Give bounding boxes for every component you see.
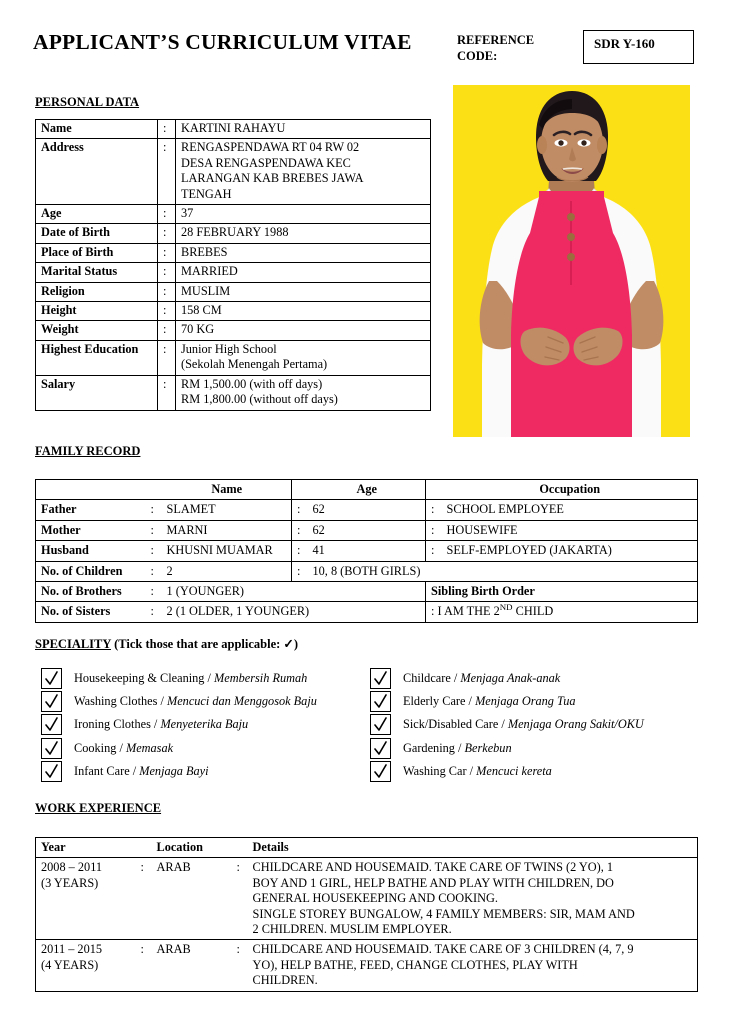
personal-value-line: MUSLIM [181, 283, 231, 298]
table-row [36, 582, 698, 602]
family-col-occupation: Occupation [442, 480, 698, 500]
speciality-label [74, 764, 209, 779]
personal-value [176, 243, 431, 262]
work-col-location: Location [152, 838, 232, 858]
personal-colon: : [158, 243, 176, 262]
speciality-label-ms: Menjaga Orang Tua [475, 694, 576, 709]
table-row [36, 940, 698, 991]
page-title: APPLICANT’S CURRICULUM VITAE [33, 30, 412, 54]
family-colon: : [426, 541, 442, 561]
work-year-line1: 2008 – 2011 [41, 860, 103, 875]
personal-value [176, 120, 431, 139]
check-icon [373, 693, 388, 710]
speciality-label-sep: / [129, 763, 140, 778]
speciality-column-left [41, 667, 317, 783]
family-age: 41 [308, 541, 426, 561]
work-year [36, 940, 136, 991]
speciality-label-ms: Menjaga Orang Sakit/OKU [507, 717, 644, 732]
speciality-label [403, 671, 560, 686]
personal-label: Height [36, 302, 158, 321]
family-col-age: Age [308, 480, 426, 500]
personal-colon: : [158, 205, 176, 224]
children-ages: 10, 8 (BOTH GIRLS) [308, 561, 698, 581]
work-details-line: 2 CHILDREN. MUSLIM EMPLOYER. [252, 922, 452, 937]
work-col-spacer [232, 838, 248, 858]
table-row [36, 602, 698, 622]
work-col-year: Year [36, 838, 136, 858]
checkbox-ironing-clothes[interactable] [41, 714, 62, 735]
check-icon [44, 693, 59, 710]
family-colon: : [292, 500, 308, 520]
birth-order-value [426, 602, 698, 622]
family-name: SLAMET [162, 500, 292, 520]
personal-label: Weight [36, 321, 158, 340]
personal-colon: : [158, 224, 176, 243]
birth-order-label: Sibling Birth Order [426, 582, 698, 602]
family-colon: : [146, 520, 162, 540]
table-row [36, 120, 431, 139]
table-row [36, 858, 698, 940]
speciality-label [403, 717, 644, 732]
personal-value-line: RM 1,500.00 (with off days) [181, 376, 323, 391]
personal-colon: : [158, 375, 176, 410]
reference-code-label [457, 32, 567, 64]
personal-label: Age [36, 205, 158, 224]
table-row [36, 263, 431, 282]
personal-value-line: RENGASPENDAWA RT 04 RW 02 [181, 140, 360, 155]
personal-colon: : [158, 321, 176, 340]
work-details-line: SINGLE STOREY BUNGALOW, 4 FAMILY MEMBERS: SIR, MAM AND [252, 906, 635, 921]
personal-value-line: TENGAH [181, 186, 232, 201]
table-row [36, 302, 431, 321]
birth-order-sup: ND [499, 602, 513, 613]
table-row [36, 340, 431, 375]
speciality-heading-underlined: SPECIALITY [35, 637, 111, 651]
personal-data-heading: PERSONAL DATA [35, 95, 140, 109]
personal-value-line: 28 FEBRUARY 1988 [181, 225, 289, 240]
speciality-checklist [35, 667, 698, 782]
speciality-label [74, 694, 317, 709]
speciality-label-sep: / [116, 740, 126, 755]
personal-label: Highest Education [36, 340, 158, 375]
work-details-line: YO), HELP BATHE, FEED, CHANGE CLOTHES, PLAY WITH [252, 957, 578, 972]
work-details-line: CHILDCARE AND HOUSEMAID. TAKE CARE OF TWINS (2 YO), 1 [252, 860, 614, 875]
table-row [36, 282, 431, 301]
work-year [36, 858, 136, 940]
family-relation: Mother [36, 520, 146, 540]
check-icon [44, 716, 59, 733]
check-icon [373, 670, 388, 687]
personal-value-line: RM 1,800.00 (without off days) [181, 392, 338, 407]
speciality-label-ms: Mencuci dan Menggosok Baju [166, 694, 317, 709]
personal-value-line: Junior High School [181, 341, 277, 356]
checkbox-housekeeping-cleaning[interactable] [41, 668, 62, 689]
work-colon: : [136, 858, 152, 940]
personal-colon: : [158, 263, 176, 282]
table-row [36, 500, 698, 520]
reference-code-box [583, 30, 694, 64]
check-icon [373, 716, 388, 733]
personal-value-line: MARRIED [181, 264, 238, 279]
personal-value-line: KARTINI RAHAYU [181, 121, 286, 135]
speciality-label-en: Ironing Clothes [74, 717, 151, 732]
family-name: MARNI [162, 520, 292, 540]
sisters-value: 2 (1 OLDER, 1 YOUNGER) [162, 602, 426, 622]
table-row [36, 205, 431, 224]
work-year-line1: 2011 – 2015 [41, 942, 103, 957]
speciality-label-ms: Menjaga Bayi [139, 763, 209, 778]
personal-value [176, 302, 431, 321]
personal-value [176, 139, 431, 205]
speciality-label-en: Elderly Care [403, 694, 466, 709]
personal-value [176, 224, 431, 243]
table-row [36, 375, 431, 410]
sisters-label: No. of Sisters [36, 602, 146, 622]
family-col-spacer [146, 480, 162, 500]
checkbox-childcare[interactable] [370, 668, 391, 689]
speciality-label-ms: Berkebun [464, 740, 512, 755]
personal-value-line: 158 CM [181, 303, 222, 318]
work-year-line2: (4 YEARS) [41, 957, 99, 972]
work-colon: : [232, 858, 248, 940]
personal-colon: : [158, 340, 176, 375]
work-details-line: GENERAL HOUSEKEEPING AND COOKING. [252, 891, 498, 906]
personal-value [176, 340, 431, 375]
children-label: No. of Children [36, 561, 146, 581]
table-row [36, 139, 431, 205]
speciality-label-en: Washing Car [403, 763, 467, 778]
personal-colon: : [158, 139, 176, 205]
check-icon [373, 740, 388, 757]
personal-value-line: BREBES [181, 244, 228, 259]
list-item[interactable] [370, 737, 644, 760]
personal-label: Marital Status [36, 263, 158, 282]
brothers-colon: : [146, 582, 162, 602]
speciality-label-sep: / [150, 717, 161, 732]
personal-colon: : [158, 302, 176, 321]
personal-value [176, 282, 431, 301]
family-col-spacer [426, 480, 442, 500]
personal-value-line: LARANGAN KAB BREBES JAWA [181, 171, 364, 186]
family-age: 62 [308, 520, 426, 540]
list-item[interactable] [370, 690, 644, 713]
children-colon: : [146, 561, 162, 581]
brothers-value: 1 (YOUNGER) [162, 582, 426, 602]
speciality-label-sep: / [450, 671, 461, 686]
reference-code-value: SDR Y-160 [594, 36, 655, 51]
reference-code-label-line1: REFERENCE [457, 33, 535, 47]
work-details [248, 858, 698, 940]
work-col-spacer [136, 838, 152, 858]
list-item[interactable] [370, 760, 644, 783]
speciality-label-sep: / [454, 740, 465, 755]
reference-code-label-line2: CODE: [457, 49, 498, 63]
work-col-details: Details [248, 838, 698, 858]
table-row [36, 520, 698, 540]
family-colon: : [426, 520, 442, 540]
family-occupation: SELF-EMPLOYED (JAKARTA) [442, 541, 698, 561]
personal-colon: : [158, 120, 176, 139]
checkbox-infant-care[interactable] [41, 761, 62, 782]
work-location: ARAB [152, 940, 232, 991]
personal-value [176, 205, 431, 224]
checkbox-cooking[interactable] [41, 738, 62, 759]
birth-order-pre: : I AM THE 2 [431, 604, 500, 619]
speciality-label [403, 741, 512, 756]
personal-value-line: DESA RENGASPENDAWA KEC [181, 155, 351, 170]
family-col-blank [36, 480, 146, 500]
personal-value [176, 321, 431, 340]
speciality-label [74, 717, 248, 732]
checkbox-sick-disabled-care[interactable] [370, 714, 391, 735]
table-row [36, 321, 431, 340]
family-col-name: Name [162, 480, 292, 500]
speciality-label-sep: / [204, 671, 215, 686]
personal-data-table [35, 119, 431, 411]
family-colon: : [146, 541, 162, 561]
family-occupation: HOUSEWIFE [442, 520, 698, 540]
list-item[interactable] [41, 737, 317, 760]
family-colon: : [146, 500, 162, 520]
speciality-label-en: Housekeeping & Cleaning [74, 671, 205, 686]
speciality-label-en: Gardening [403, 740, 455, 755]
speciality-label-ms: Menyeterika Baju [160, 717, 249, 732]
personal-colon: : [158, 282, 176, 301]
personal-value [176, 375, 431, 410]
speciality-heading [35, 636, 298, 652]
family-colon: : [426, 500, 442, 520]
speciality-label-sep: / [157, 694, 167, 709]
personal-value [176, 263, 431, 282]
list-item[interactable] [41, 713, 317, 736]
list-item[interactable] [41, 760, 317, 783]
personal-label: Religion [36, 282, 158, 301]
applicant-photo-illustration [453, 85, 690, 437]
children-count: 2 [162, 561, 292, 581]
speciality-label-en: Cooking [74, 740, 117, 755]
speciality-label-en: Sick/Disabled Care [403, 717, 499, 732]
speciality-column-right [370, 667, 644, 783]
work-details-line: CHILDCARE AND HOUSEMAID. TAKE CARE OF 3 CHILDREN (4, 7, 9 [252, 942, 634, 957]
family-colon: : [292, 541, 308, 561]
speciality-label [74, 741, 173, 756]
speciality-label-sep: / [465, 694, 476, 709]
family-relation: Husband [36, 541, 146, 561]
family-record-table [35, 479, 698, 623]
speciality-label-sep: / [466, 763, 477, 778]
applicant-photo [453, 85, 690, 437]
table-header-row [36, 838, 698, 858]
checkbox-gardening[interactable] [370, 738, 391, 759]
list-item[interactable] [370, 667, 644, 690]
personal-label: Place of Birth [36, 243, 158, 262]
table-row [36, 243, 431, 262]
work-details-line: BOY AND 1 GIRL, HELP BATHE AND PLAY WITH CHILDREN, DO [252, 875, 614, 890]
work-details [248, 940, 698, 991]
table-header-row [36, 480, 698, 500]
personal-value-line: 37 [181, 206, 194, 221]
family-occupation: SCHOOL EMPLOYEE [442, 500, 698, 520]
speciality-label-en: Childcare [403, 671, 451, 686]
work-colon: : [232, 940, 248, 991]
family-record-heading: FAMILY RECORD [35, 444, 141, 458]
speciality-label-ms: Membersih Rumah [214, 671, 308, 686]
sisters-colon: : [146, 602, 162, 622]
personal-value-line: (Sekolah Menengah Pertama) [181, 357, 328, 372]
speciality-label [403, 764, 552, 779]
speciality-label-ms: Memasak [125, 740, 174, 755]
family-relation: Father [36, 500, 146, 520]
checkbox-elderly-care[interactable] [370, 691, 391, 712]
personal-label: Address [36, 139, 158, 205]
table-row [36, 224, 431, 243]
speciality-heading-rest: (Tick those that are applicable: ✓) [110, 637, 299, 651]
personal-label: Name [36, 120, 158, 139]
check-icon [373, 763, 388, 780]
check-icon [44, 763, 59, 780]
list-item[interactable] [370, 713, 644, 736]
checkbox-washing-clothes[interactable] [41, 691, 62, 712]
family-age: 62 [308, 500, 426, 520]
speciality-label-ms: Mencuci kereta [476, 763, 552, 778]
personal-value-line: 70 KG [181, 322, 215, 337]
check-icon [44, 740, 59, 757]
speciality-label-ms: Menjaga Anak-anak [460, 671, 561, 686]
table-row [36, 561, 698, 581]
speciality-label [74, 671, 307, 686]
work-details-line: CHILDREN. [252, 973, 318, 988]
list-item[interactable] [41, 690, 317, 713]
work-experience-heading: WORK EXPERIENCE [35, 801, 162, 815]
speciality-label-sep: / [498, 717, 508, 732]
work-location: ARAB [152, 858, 232, 940]
family-colon: : [292, 520, 308, 540]
personal-label: Salary [36, 375, 158, 410]
work-experience-table [35, 837, 698, 992]
checkbox-washing-car[interactable] [370, 761, 391, 782]
children-colon: : [292, 561, 308, 581]
brothers-label: No. of Brothers [36, 582, 146, 602]
personal-label: Date of Birth [36, 224, 158, 243]
speciality-label [403, 694, 576, 709]
birth-order-post: CHILD [512, 604, 554, 619]
work-year-line2: (3 YEARS) [41, 875, 99, 890]
speciality-label-en: Infant Care [74, 763, 130, 778]
family-col-spacer [292, 480, 308, 500]
table-row [36, 541, 698, 561]
speciality-label-en: Washing Clothes [74, 694, 158, 709]
family-name: KHUSNI MUAMAR [162, 541, 292, 561]
list-item[interactable] [41, 667, 317, 690]
check-icon [44, 670, 59, 687]
work-colon: : [136, 940, 152, 991]
